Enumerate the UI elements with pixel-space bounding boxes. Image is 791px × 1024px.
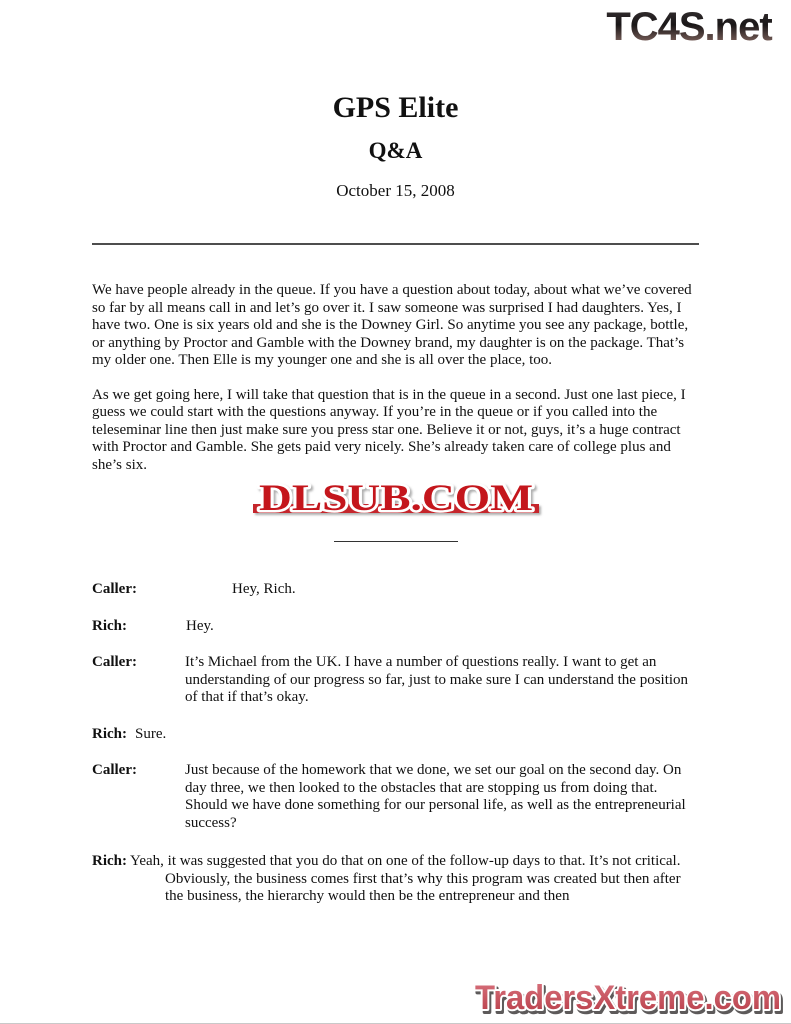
- intro-paragraph: As we get going here, I will take that question that is in the queue in a second. Just one last piece, I guess we could start with the questions anyway. If you’re in the queue or if you called into the teleseminar line then just make sure you press star one. Believe it or not, guys, it’s a huge contract with Proctor and Gamble. She gets paid very nicely. She’s already taken care of college plus and she’s six.: [92, 386, 686, 473]
- tradersxtreme-logo: [467, 976, 789, 1020]
- dlsub-watermark: [253, 479, 539, 517]
- utterance-text: It’s Michael from the UK. I have a number of questions really. I want to get an understanding of our progress so far, just to make sure I can understand the position of that if that’s okay.: [185, 654, 689, 705]
- utterance-text: Hey, Rich.: [232, 581, 296, 597]
- page-subtitle: Q&A: [368, 138, 423, 163]
- divider-line: [92, 243, 699, 245]
- intro-paragraph: We have people already in the queue. If you have a question about today, about what we’ve covered so far by all means call in and let’s go over it. I saw someone was surprised I had daughters. Yes, I have two. One is six years old and she is the Downey Girl. So anytime you see any package, bottle, or anything by Proctor and Gamble with the Downey brand, my daughter is on the package. That’s my older one. Then Elle is my younger one and she is all over the place, too.: [92, 282, 692, 368]
- dialogue-entry: [92, 581, 699, 599]
- dialogue-entry: [92, 762, 699, 832]
- utterance-text: Yeah, it was suggested that you do that on one of the follow-up days to that. It’s not critical. Obviously, the business comes first that’s why this program was created but then after the business, the hierarchy would then be the entrepreneur and then: [130, 853, 681, 904]
- speaker-label: Rich:: [92, 853, 127, 869]
- tradersxtreme-logo-text: TradersXtreme.com: [475, 979, 781, 1017]
- speaker-label: Rich:: [92, 617, 127, 634]
- dialogue-section: [92, 581, 699, 906]
- page-title: GPS Elite: [332, 91, 459, 124]
- tc4s-logo: [592, 1, 787, 51]
- dialogue-entry: [92, 654, 699, 707]
- dialogue-entry: [92, 726, 699, 744]
- utterance-text: Sure.: [135, 725, 167, 742]
- utterance-text: Hey.: [186, 617, 214, 634]
- section-divider-line: [334, 541, 458, 542]
- dlsub-watermark-text: DLSUB.COM: [258, 479, 533, 517]
- document-date: October 15, 2008: [336, 181, 455, 200]
- speaker-label: Caller:: [92, 654, 137, 670]
- utterance-text: Just because of the homework that we done, we set our goal on the second day. On day three, we then looked to the obstacles that are stopping us from doing that. Should we have done something for our personal life, as well as the entrepreneurial success?: [185, 762, 686, 831]
- speaker-label: Caller:: [92, 581, 137, 597]
- tc4s-logo-text: TC4S.net: [606, 5, 772, 49]
- dialogue-entry: [92, 853, 699, 906]
- document-body: [92, 90, 699, 906]
- speaker-label: Caller:: [92, 762, 137, 778]
- speaker-label: Rich:: [92, 725, 127, 742]
- dialogue-entry: [92, 618, 699, 636]
